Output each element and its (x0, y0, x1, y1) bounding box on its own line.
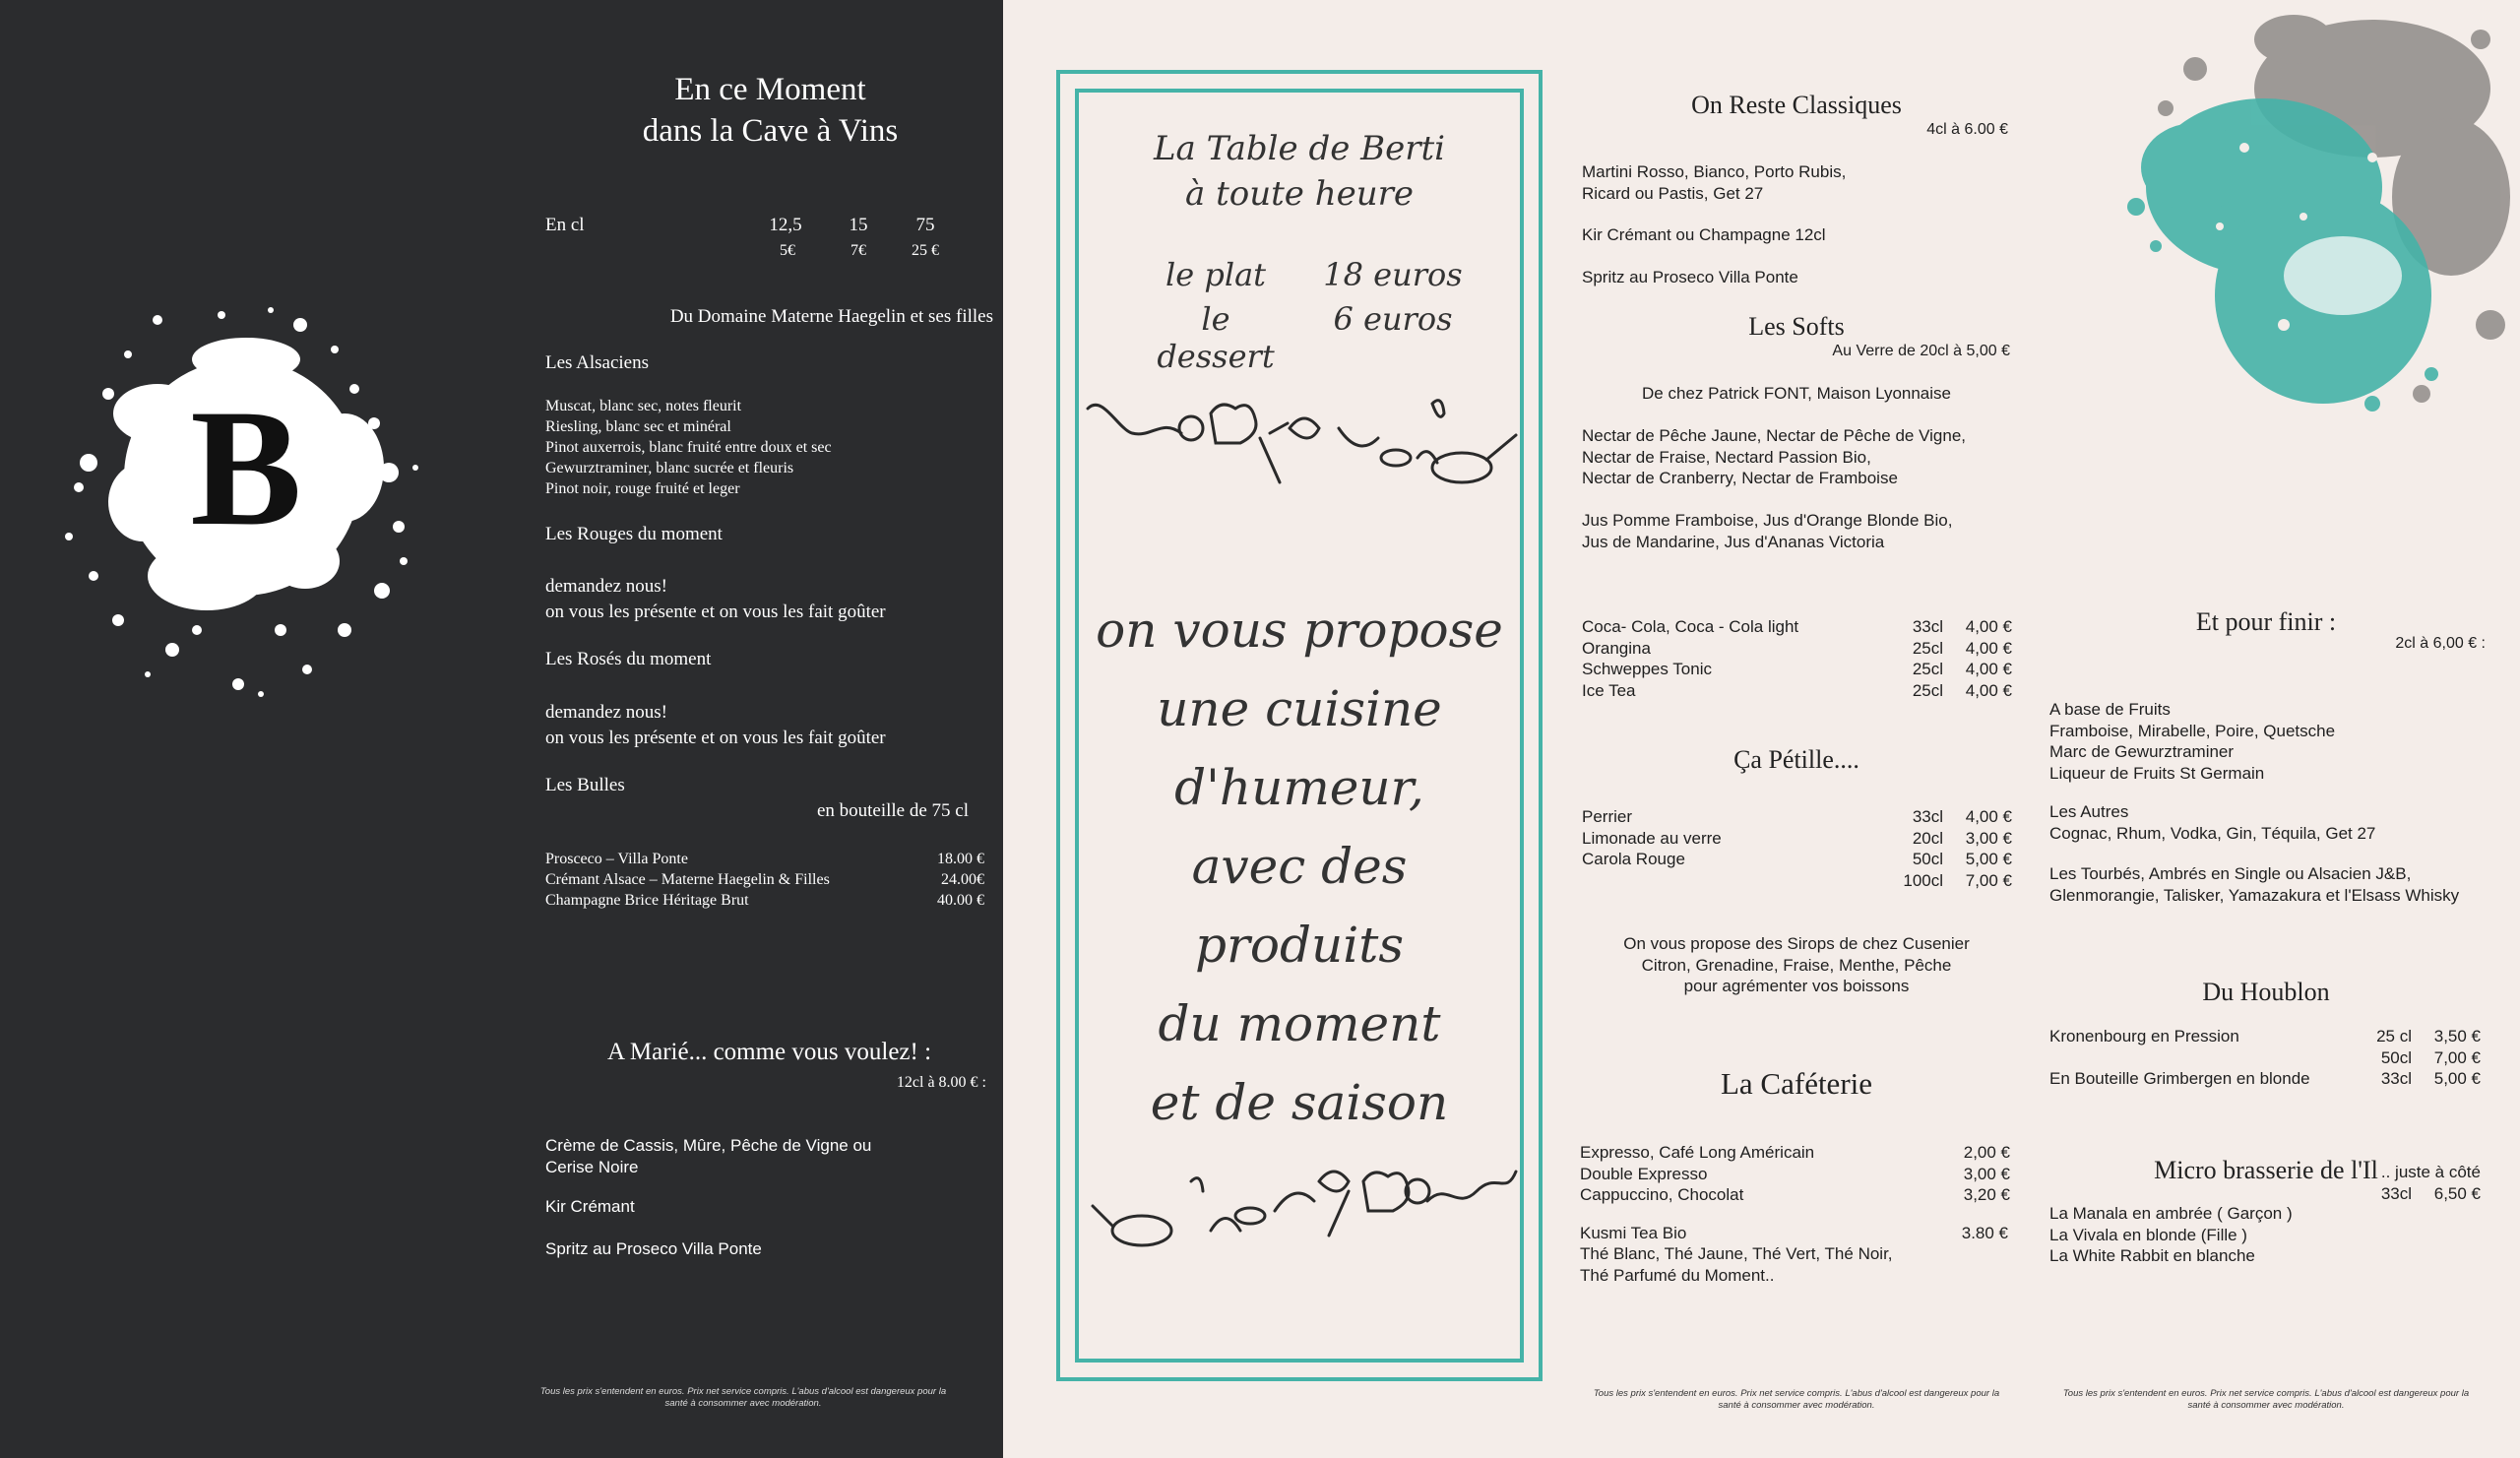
slogan-line: on vous propose (1096, 602, 1503, 659)
table-row (1580, 1184, 2010, 1206)
softs-origin: De chez Patrick FONT, Maison Lyonnaise (1642, 384, 1951, 403)
bulles-price: 18.00 € (937, 851, 984, 867)
micro-size: 33cl (2380, 1184, 2412, 1203)
petille-price: 3,00 € (1965, 828, 2012, 848)
petille-price: 5,00 € (1965, 850, 2012, 868)
alsaciens-title: Les Alsaciens (545, 352, 650, 373)
slogan-line: du moment (1158, 995, 1441, 1052)
softs-price-note: Au Verre de 20cl à 5,00 € (1832, 343, 2010, 359)
marie-item1: Crème de Cassis, Mûre, Pêche de Vigne ou Cerise Noire (545, 1136, 872, 1176)
micro-list: La Manala en ambrée ( Garçon ) La Vivala en blonde (Fille ) La White Rabbit en blanche (2049, 1204, 2293, 1265)
table-row (1580, 1142, 2010, 1164)
rouges-title: Les Rouges du moment (545, 524, 723, 544)
soda-price: 4,00 € (1965, 638, 2012, 658)
table-row (2313, 1047, 2481, 1069)
petille-size: 50cl (1912, 850, 1943, 868)
size-15: 15 (849, 215, 868, 235)
soda-size: 33cl (1912, 617, 1943, 636)
kitchen-doodles-icon (1083, 389, 1521, 497)
classiques-title: On Reste Classiques (1691, 91, 1902, 119)
cafeterie-title: La Caféterie (1720, 1066, 1873, 1101)
size-12-5: 12,5 (769, 215, 802, 235)
houblon-bouteille-size: 33cl (2380, 1069, 2412, 1088)
card-title-line2: à toute heure (1185, 174, 1414, 214)
kitchen-doodles-bottom-icon (1083, 1152, 1521, 1260)
bulles-name: Crémant Alsace – Materne Haegelin & Filles (545, 871, 830, 888)
slogan-line: et de saison (1150, 1074, 1449, 1131)
cafe-price: 3,00 € (1963, 1164, 2010, 1183)
table-row (1582, 828, 2012, 850)
slogan-line: d'humeur, (1174, 759, 1424, 816)
cafe-price: 2,00 € (1963, 1143, 2010, 1162)
price-75: 25 € (912, 242, 939, 259)
tea-name: Kusmi Tea Bio (1580, 1224, 1687, 1242)
wine-panel (0, 0, 1003, 1458)
dessert-price: 6 euros (1333, 300, 1453, 338)
petille-size: 100cl (1903, 870, 1943, 890)
finir-fruits: A base de Fruits Framboise, Mirabelle, Poire, Quetsche Marc de Gewurztraminer Liqueur de Fruits St Germain (2049, 700, 2336, 783)
list-item (545, 869, 984, 890)
dessert-label: le dessert (1157, 300, 1275, 375)
plat-label: le plat (1166, 256, 1266, 293)
softs-nectars: Nectar de Pêche Jaune, Nectar de Pêche de Vigne, Nectar de Fraise, Nectard Passion Bio, Nectar de Cranberry, Nectar de Framboise (1582, 426, 1966, 487)
wine-title-line1: En ce Moment (674, 72, 866, 107)
soda-price: 4,00 € (1965, 617, 2012, 636)
size-75: 75 (915, 215, 935, 235)
houblon-pression-table (2313, 1026, 2481, 1068)
price-15: 7€ (850, 242, 866, 259)
alsaciens-list: Muscat, blanc sec, notes fleurit Riesling, blanc sec et minéral Pinot auxerrois, blanc fruité entre doux et sec Gewurztraminer, blanc sucrée et fleuris Pinot noir, rouge fruité et leger (545, 398, 832, 497)
table-row (2313, 1026, 2481, 1047)
finir-tourbes: Les Tourbés, Ambrés en Single ou Alsacien J&B, Glenmorangie, Talisker, Yamazakura et l'Elsass Whisky (2049, 864, 2460, 905)
pression-size: 50cl (2380, 1047, 2412, 1067)
cafe-name: Expresso, Café Long Américain (1580, 1143, 1815, 1162)
price-12-5: 5€ (780, 242, 795, 259)
bulles-name: Prosceco – Villa Ponte (545, 851, 688, 867)
cafe-name: Cappuccino, Chocolat (1580, 1185, 1744, 1204)
plat-price: 18 euros (1323, 256, 1463, 293)
logo-letter: B (190, 375, 302, 560)
tea-price: 3.80 € (1961, 1224, 2008, 1242)
table-row (1582, 659, 2012, 680)
bulles-price: 24.00€ (941, 871, 984, 888)
sirops-text: On vous propose des Sirops de chez Cusenier Citron, Grenadine, Fraise, Menthe, Pêche pour agrémenter vos boissons (1623, 934, 1970, 995)
finir-price-note: 2cl à 6,00 € : (2395, 635, 2486, 652)
sodas-table (1582, 616, 2012, 701)
marie-item2: Kir Crémant (545, 1197, 635, 1216)
soda-price: 4,00 € (1965, 660, 2012, 678)
soda-price: 4,00 € (1965, 680, 2012, 700)
soda-name: Coca- Cola, Coca - Cola light (1582, 617, 1799, 636)
wine-title-line2: dans la Cave à Vins (642, 113, 899, 149)
marie-item3: Spritz au Proseco Villa Ponte (545, 1239, 762, 1258)
roses-text: demandez nous! on vous les présente et on vous les fait goûter (545, 702, 886, 748)
petille-title: Ça Pétille.... (1733, 745, 1859, 774)
softs-jus: Jus Pomme Framboise, Jus d'Orange Blonde Bio, Jus de Mandarine, Jus d'Ananas Victoria (1582, 511, 1953, 551)
petille-name: Perrier (1582, 807, 1633, 826)
footer-disclaimer-2: Tous les prix s'entendent en euros. Prix net service compris. L'abus d'alcool est dangereux pour la santé à consommer avec modération. (1593, 1388, 2000, 1411)
table-row (1580, 1164, 2010, 1185)
soda-name: Ice Tea (1582, 680, 1636, 700)
classiques-item3: Spritz au Proseco Villa Ponte (1582, 268, 1798, 286)
cafe-price: 3,20 € (1963, 1185, 2010, 1204)
finir-autres: Les Autres Cognac, Rhum, Vodka, Gin, Téquila, Get 27 (2049, 802, 2376, 843)
card-slogan (1083, 591, 1516, 1142)
tea-list: Thé Blanc, Thé Jaune, Thé Vert, Thé Noir, Thé Parfumé du Moment.. (1580, 1244, 1893, 1285)
marie-title: A Marié... comme vous voulez! : (606, 1039, 932, 1065)
slogan-line: avec des produits (1191, 838, 1408, 974)
wine-title (546, 69, 994, 152)
petille-size: 20cl (1912, 828, 1943, 848)
size-label: En cl (545, 215, 585, 235)
cafeterie-table (1580, 1142, 2010, 1206)
finir-title: Et pour finir : (2195, 607, 2337, 636)
classiques-item2: Kir Crémant ou Champagne 12cl (1582, 225, 1826, 244)
houblon-title: Du Houblon (2202, 978, 2330, 1006)
pression-size: 25 cl (2376, 1027, 2412, 1046)
footer-disclaimer-3: Tous les prix s'entendent en euros. Prix net service compris. L'abus d'alcool est dangereux pour la santé à consommer avec modération. (2062, 1388, 2470, 1411)
footer-disclaimer: Tous les prix s'entendent en euros. Prix net service compris. L'abus d'alcool est dangereux pour la santé à consommer avec modération. (539, 1386, 947, 1409)
petille-name: Limonade au verre (1582, 828, 1722, 848)
card-title-line1: La Table de Berti (1153, 129, 1446, 168)
houblon-bouteille: En Bouteille Grimbergen en blonde (2049, 1069, 2310, 1088)
table-row (1582, 638, 2012, 660)
bulles-title: Les Bulles (545, 775, 625, 795)
slogan-line: une cuisine (1157, 680, 1442, 737)
micro-note: .. juste à côté (2380, 1163, 2481, 1181)
soda-size: 25cl (1912, 638, 1943, 658)
marie-price-note: 12cl à 8.00 € : (896, 1074, 986, 1091)
houblon-pression: Kronenbourg en Pression (2049, 1027, 2239, 1046)
micro-price: 6,50 € (2433, 1184, 2481, 1203)
bulles-name: Champagne Brice Héritage Brut (545, 892, 749, 909)
list-item (545, 890, 984, 911)
table-row (1582, 806, 2012, 828)
micro-title: Micro brasserie de l'Il (2154, 1156, 2378, 1184)
card-title (1083, 126, 1516, 217)
wine-domain: Du Domaine Materne Haegelin et ses filles (669, 306, 993, 327)
houblon-bouteille-price: 5,00 € (2433, 1069, 2481, 1088)
soda-name: Schweppes Tonic (1582, 660, 1712, 678)
table-row (1582, 616, 2012, 638)
list-item (545, 849, 984, 869)
petille-name: Carola Rouge (1582, 850, 1685, 868)
petille-name (1582, 870, 1864, 892)
table-row (1582, 849, 2012, 870)
table-row (1582, 680, 2012, 702)
pression-price: 7,00 € (2433, 1047, 2481, 1067)
petille-price: 7,00 € (1965, 870, 2012, 890)
roses-title: Les Rosés du moment (545, 649, 712, 669)
softs-title: Les Softs (1748, 312, 1845, 341)
rouges-text: demandez nous! on vous les présente et on vous les fait goûter (545, 576, 886, 622)
bulles-price: 40.00 € (937, 892, 984, 909)
soda-size: 25cl (1912, 660, 1943, 678)
cafe-name: Double Expresso (1580, 1164, 1708, 1183)
soda-name: Orangina (1582, 638, 1651, 658)
table-row (1582, 870, 2012, 892)
classiques-price-note: 4cl à 6.00 € (1926, 121, 2008, 138)
soda-size: 25cl (1912, 680, 1943, 700)
bulles-list (545, 849, 984, 911)
petille-table (1582, 806, 2012, 891)
bulles-note: en bouteille de 75 cl (816, 800, 969, 821)
classiques-item1: Martini Rosso, Bianco, Porto Rubis, Ricard ou Pastis, Get 27 (1582, 162, 1847, 203)
paint-splash-icon (2048, 0, 2520, 433)
petille-price: 4,00 € (1965, 807, 2012, 826)
petille-size: 33cl (1912, 807, 1943, 826)
pression-price: 3,50 € (2433, 1027, 2481, 1046)
